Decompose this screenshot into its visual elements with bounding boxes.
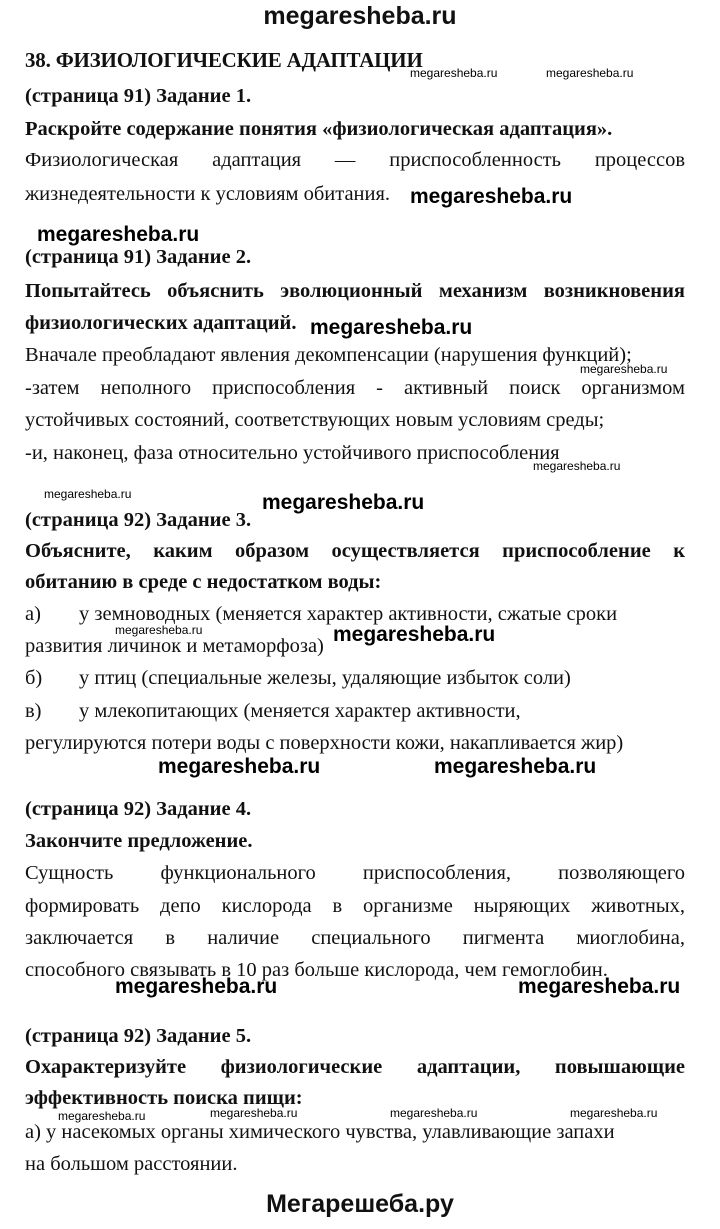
task2-answer-line4: -и, наконец, фаза относительно устойчивого приспособления: [25, 442, 560, 464]
watermark: megaresheba.ru: [158, 755, 321, 778]
watermark: megaresheba.ru: [115, 975, 278, 998]
task3-question-line1: Объясните, каким образом осуществляется приспособление к: [25, 540, 685, 562]
watermark: megaresheba.ru: [518, 975, 681, 998]
watermark: megaresheba.ru: [333, 623, 496, 646]
task4-answer-line3: заключается в наличие специального пигмента миоглобина,: [25, 927, 685, 949]
watermark: megaresheba.ru: [37, 223, 200, 246]
watermark: megaresheba.ru: [44, 487, 132, 501]
task5-answer-line1: а) у насекомых органы химического чувства, улавливающие запахи: [25, 1121, 615, 1143]
watermark: megaresheba.ru: [115, 623, 203, 637]
watermark: megaresheba.ru: [262, 491, 425, 514]
task3-item-c: [25, 699, 685, 723]
task3-heading: (страница 92) Задание 3.: [25, 509, 252, 531]
watermark: megaresheba.ru: [546, 66, 634, 80]
watermark: megaresheba.ru: [390, 1106, 478, 1120]
task3-question-line2: обитанию в среде с недостатком воды:: [25, 571, 382, 593]
task1-answer-line1: Физиологическая адаптация — приспособленность процессов: [25, 149, 685, 171]
watermark: megaresheba.ru: [58, 1109, 146, 1123]
task2-heading: (страница 91) Задание 2.: [25, 246, 252, 268]
task2-question-line2: физиологических адаптаций.: [25, 312, 297, 334]
site-header[interactable]: megaresheba.ru: [263, 2, 457, 30]
item-a-text: у земноводных (меняется характер активности, сжатые сроки: [79, 603, 618, 625]
task3-item-b: [25, 666, 685, 690]
task5-heading: (страница 92) Задание 5.: [25, 1025, 252, 1047]
task4-answer-line4: способного связывать в 10 раз больше кислорода, чем гемоглобин.: [25, 959, 608, 981]
task2-answer-line3: устойчивых состояний, соответствующих новым условиям среды;: [25, 409, 605, 431]
task5-question-line2: эффективность поиска пищи:: [25, 1087, 303, 1109]
task2-answer-line1: Вначале преобладают явления декомпенсации (нарушения функций);: [25, 344, 632, 366]
task5-answer-line2: на большом расстоянии.: [25, 1153, 238, 1175]
task2-question-line1: Попытайтесь объяснить эволюционный механизм возникновения: [25, 280, 685, 302]
watermark: megaresheba.ru: [410, 66, 498, 80]
task1-heading: (страница 91) Задание 1.: [25, 85, 252, 107]
watermark: megaresheba.ru: [434, 755, 597, 778]
task1-question: Раскройте содержание понятия «физиологическая адаптация».: [25, 118, 613, 140]
task4-answer-line2: формировать депо кислорода в организме ныряющих животных,: [25, 895, 685, 917]
task4-answer-line1: Сущность функционального приспособления, позволяющего: [25, 862, 685, 884]
watermark: megaresheba.ru: [210, 1106, 298, 1120]
task4-question: Закончите предложение.: [25, 830, 253, 852]
item-a-marker: а): [25, 603, 41, 625]
task2-answer-line2: -затем неполного приспособления - активный поиск организмом: [25, 377, 685, 399]
item-c-marker: в): [25, 700, 42, 722]
task1-answer-line2: жизнедеятельности к условиям обитания.: [25, 183, 391, 205]
watermark: megaresheba.ru: [410, 185, 573, 208]
item-b-text: у птиц (специальные железы, удаляющие избыток соли): [79, 667, 571, 689]
task4-heading: (страница 92) Задание 4.: [25, 798, 252, 820]
watermark: megaresheba.ru: [570, 1106, 658, 1120]
watermark: megaresheba.ru: [310, 316, 473, 339]
watermark: megaresheba.ru: [533, 459, 621, 473]
page-title: 38. ФИЗИОЛОГИЧЕСКИЕ АДАПТАЦИИ: [25, 48, 423, 72]
task3-item-a-line2: развития личинок и метаморфоза): [25, 635, 324, 657]
site-footer[interactable]: Мегарешеба.ру: [266, 1190, 454, 1218]
task5-question-line1: Охарактеризуйте физиологические адаптации, повышающие: [25, 1056, 685, 1078]
task3-item-c-line2: регулируются потери воды с поверхности кожи, накапливается жир): [25, 732, 624, 754]
watermark: megaresheba.ru: [580, 362, 668, 376]
item-c-text: у млекопитающих (меняется характер активности,: [79, 700, 521, 722]
item-b-marker: б): [25, 667, 43, 689]
